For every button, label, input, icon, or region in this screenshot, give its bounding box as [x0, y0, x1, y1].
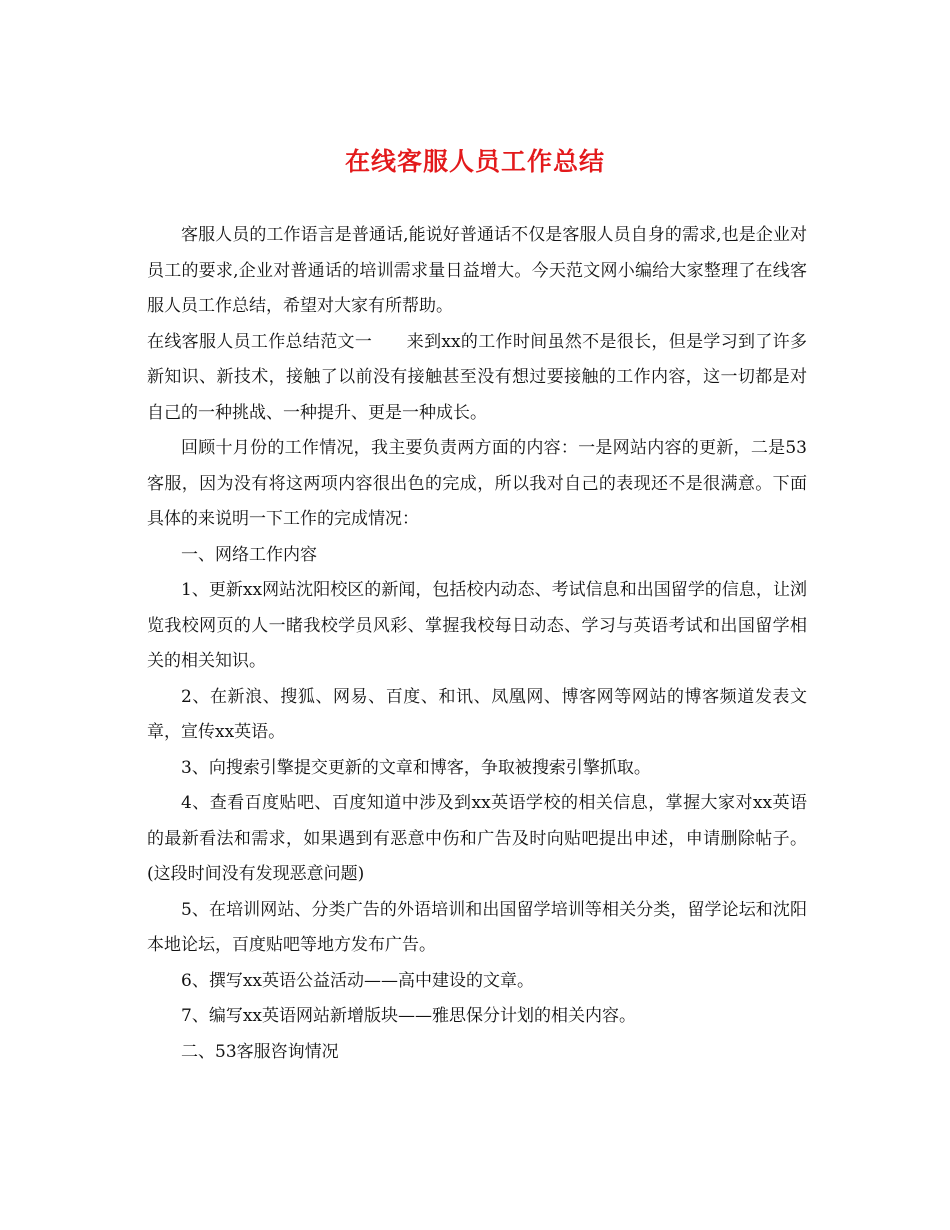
list-item-1: 1、更新xx网站沈阳校区的新闻，包括校内动态、考试信息和出国留学的信息，让浏览我校网页的人一睹我校学员风彩、掌握我校每日动态、学习与英语考试和出国留学相关的相关知识。 [147, 580, 807, 671]
section-heading-network-work: 一、网络工作内容 [181, 544, 317, 565]
section-heading-53-service: 二、53客服咨询情况 [181, 1041, 339, 1062]
list-item-7: 7、编写xx英语网站新增版块——雅思保分计划的相关内容。 [181, 1006, 636, 1026]
list-item-4: 4、查看百度贴吧、百度知道中涉及到xx英语学校的相关信息，掌握大家对xx英语的最新看法和需求，如果遇到有恶意中伤和广告及时向贴吧提出申述，申请删除帖子。(这段时间没有发现恶意问题) [147, 793, 807, 884]
list-item-5: 5、在培训网站、分类广告的外语培训和出国留学培训等相关分类，留学论坛和沈阳本地论坛，百度贴吧等地方发布广告。 [147, 899, 807, 955]
list-item-3: 3、向搜索引擎提交更新的文章和博客，争取被搜索引擎抓取。 [181, 757, 651, 778]
list-item-2: 2、在新浪、搜狐、网易、百度、和讯、凤凰网、博客网等网站的博客频道发表文章，宣传xx英语。 [147, 686, 807, 742]
paragraph-sample-one: 在线客服人员工作总结范文一 来到xx的工作时间虽然不是很长，但是学习到了许多新知识、新技术，接触了以前没有接触甚至没有想过要接触的工作内容，这一切都是对自己的一种挑战、一种提升、更是一种成长。 [147, 331, 807, 423]
paragraph-review: 回顾十月份的工作情况，我主要负责两方面的内容：一是网站内容的更新，二是53客服，因为没有将这两项内容很出色的完成，所以我对自己的表现还不是很满意。下面具体的来说明一下工作的完成情况： [147, 438, 807, 529]
paragraph-intro: 客服人员的工作语言是普通话,能说好普通话不仅是客服人员自身的需求,也是企业对员工的要求,企业对普通话的培训需求量日益增大。今天范文网小编给大家整理了在线客服人员工作总结，希望对大家有所帮助。 [147, 225, 807, 316]
list-item-6: 6、撰写xx英语公益活动——高中建设的文章。 [181, 970, 534, 991]
document-body [147, 218, 807, 1070]
document-title: 在线客服人员工作总结 [344, 147, 605, 176]
